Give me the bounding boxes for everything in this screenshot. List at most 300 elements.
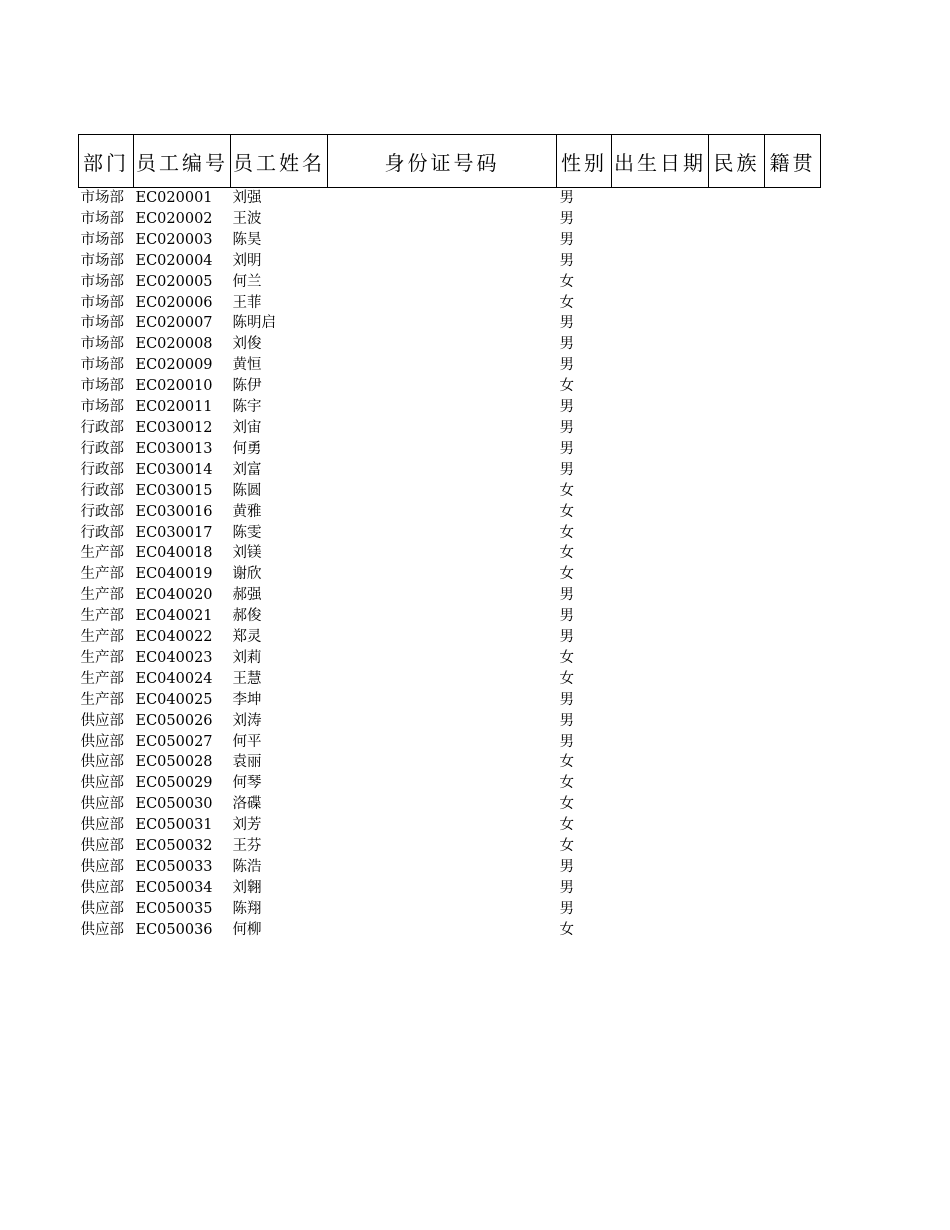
- native-place-cell: [765, 878, 821, 899]
- table-row: [79, 502, 821, 523]
- native-place-cell: [765, 293, 821, 314]
- employee-id-cell: EC020002: [135, 210, 213, 227]
- department-cell: 市场部: [80, 399, 124, 416]
- table-row: [79, 188, 821, 209]
- employee-name-cell: 陈宇: [232, 399, 262, 416]
- ethnicity-cell: [709, 188, 765, 209]
- employee-name-cell: 王波: [232, 210, 262, 227]
- birth-date-cell: [612, 397, 709, 418]
- gender-cell: 男: [559, 733, 574, 750]
- table-row: [79, 543, 821, 564]
- ethnicity-cell: [709, 836, 765, 857]
- employee-name-cell: 王慧: [232, 670, 262, 687]
- table-body: [79, 188, 821, 941]
- column-header-ethnicity: 民族: [709, 135, 765, 188]
- native-place-cell: [765, 899, 821, 920]
- id-card-number-cell: [328, 752, 557, 773]
- ethnicity-cell: [709, 794, 765, 815]
- table-row: [79, 669, 821, 690]
- native-place-cell: [765, 460, 821, 481]
- birth-date-cell: [612, 439, 709, 460]
- table-row: [79, 209, 821, 230]
- ethnicity-cell: [709, 460, 765, 481]
- table-row: [79, 794, 821, 815]
- gender-cell: 女: [559, 649, 574, 666]
- id-card-number-cell: [328, 313, 557, 334]
- employee-id-cell: EC050031: [135, 817, 213, 834]
- employee-name-cell: 陈伊: [232, 378, 262, 395]
- header-row: [79, 135, 821, 188]
- id-card-number-cell: [328, 523, 557, 544]
- ethnicity-cell: [709, 439, 765, 460]
- column-header-employee-id: 员工编号: [134, 135, 231, 188]
- gender-cell: 女: [559, 838, 574, 855]
- birth-date-cell: [612, 313, 709, 334]
- native-place-cell: [765, 690, 821, 711]
- ethnicity-cell: [709, 523, 765, 544]
- department-cell: 生产部: [80, 649, 124, 666]
- id-card-number-cell: [328, 502, 557, 523]
- table-row: [79, 355, 821, 376]
- gender-cell: 男: [559, 859, 574, 875]
- department-cell: 市场部: [80, 315, 124, 332]
- department-cell: 供应部: [80, 733, 124, 750]
- native-place-cell: [765, 209, 821, 230]
- birth-date-cell: [612, 334, 709, 355]
- id-card-number-cell: [328, 836, 557, 857]
- table-row: [79, 606, 821, 627]
- native-place-cell: [765, 397, 821, 418]
- id-card-number-cell: [328, 794, 557, 815]
- department-cell: 供应部: [80, 900, 124, 917]
- ethnicity-cell: [709, 899, 765, 920]
- department-cell: 生产部: [80, 545, 124, 562]
- employee-name-cell: 何兰: [232, 273, 262, 290]
- employee-id-cell: EC050028: [135, 754, 213, 771]
- employee-id-cell: EC020007: [135, 315, 213, 332]
- native-place-cell: [765, 669, 821, 690]
- employee-id-cell: EC040019: [135, 566, 213, 583]
- id-card-number-cell: [328, 230, 557, 251]
- department-cell: 供应部: [80, 775, 124, 792]
- gender-cell: 男: [559, 399, 574, 416]
- column-header-id-card-number: 身份证号码: [328, 135, 557, 188]
- gender-cell: 女: [559, 294, 574, 311]
- ethnicity-cell: [709, 690, 765, 711]
- department-cell: 生产部: [80, 587, 124, 604]
- table-row: [79, 230, 821, 251]
- employee-id-cell: EC040020: [135, 587, 213, 604]
- birth-date-cell: [612, 564, 709, 585]
- table-row: [79, 313, 821, 334]
- department-cell: 生产部: [80, 629, 124, 646]
- table-row: [79, 251, 821, 272]
- table-row: [79, 481, 821, 502]
- gender-cell: 男: [559, 357, 574, 374]
- gender-cell: 女: [559, 796, 574, 813]
- column-header-department: 部门: [79, 135, 134, 188]
- employee-name-cell: 谢欣: [232, 566, 262, 583]
- birth-date-cell: [612, 878, 709, 899]
- native-place-cell: [765, 523, 821, 544]
- gender-cell: 男: [559, 190, 574, 206]
- ethnicity-cell: [709, 648, 765, 669]
- employee-id-cell: EC030016: [135, 503, 213, 520]
- department-cell: 市场部: [80, 273, 124, 290]
- ethnicity-cell: [709, 920, 765, 941]
- department-cell: 生产部: [80, 608, 124, 625]
- table-row: [79, 899, 821, 920]
- department-cell: 生产部: [80, 691, 124, 708]
- ethnicity-cell: [709, 355, 765, 376]
- gender-cell: 女: [559, 482, 574, 499]
- ethnicity-cell: [709, 606, 765, 627]
- employee-name-cell: 刘涛: [232, 712, 262, 729]
- employee-name-cell: 黄雅: [232, 503, 262, 520]
- native-place-cell: [765, 773, 821, 794]
- employee-id-cell: EC040025: [135, 691, 213, 708]
- birth-date-cell: [612, 230, 709, 251]
- ethnicity-cell: [709, 857, 765, 878]
- gender-cell: 男: [559, 608, 574, 625]
- native-place-cell: [765, 627, 821, 648]
- employee-id-cell: EC020006: [135, 294, 213, 311]
- gender-cell: 男: [559, 629, 574, 646]
- department-cell: 市场部: [80, 252, 124, 269]
- id-card-number-cell: [328, 857, 557, 878]
- department-cell: 行政部: [80, 482, 124, 499]
- department-cell: 行政部: [80, 440, 124, 457]
- gender-cell: 男: [559, 419, 574, 436]
- ethnicity-cell: [709, 251, 765, 272]
- table-row: [79, 648, 821, 669]
- native-place-cell: [765, 188, 821, 209]
- id-card-number-cell: [328, 209, 557, 230]
- employee-name-cell: 刘镁: [232, 545, 262, 562]
- employee-name-cell: 刘明: [232, 252, 262, 269]
- birth-date-cell: [612, 669, 709, 690]
- employee-name-cell: 郑灵: [232, 629, 262, 646]
- gender-cell: 男: [559, 336, 574, 353]
- table-row: [79, 732, 821, 753]
- employee-name-cell: 刘富: [232, 461, 262, 478]
- id-card-number-cell: [328, 773, 557, 794]
- gender-cell: 男: [559, 315, 574, 332]
- native-place-cell: [765, 794, 821, 815]
- birth-date-cell: [612, 502, 709, 523]
- department-cell: 市场部: [80, 378, 124, 395]
- ethnicity-cell: [709, 376, 765, 397]
- employee-id-cell: EC050029: [135, 775, 213, 792]
- gender-cell: 男: [559, 587, 574, 604]
- employee-id-cell: EC040023: [135, 649, 213, 666]
- id-card-number-cell: [328, 376, 557, 397]
- table-row: [79, 878, 821, 899]
- table-row: [79, 272, 821, 293]
- ethnicity-cell: [709, 711, 765, 732]
- table-row: [79, 376, 821, 397]
- birth-date-cell: [612, 543, 709, 564]
- employee-id-cell: EC050036: [135, 921, 213, 938]
- birth-date-cell: [612, 251, 709, 272]
- birth-date-cell: [612, 815, 709, 836]
- gender-cell: 女: [559, 775, 574, 792]
- ethnicity-cell: [709, 313, 765, 334]
- employee-name-cell: 陈圆: [232, 482, 262, 499]
- table-row: [79, 460, 821, 481]
- table-row: [79, 293, 821, 314]
- table-row: [79, 836, 821, 857]
- employee-id-cell: EC020005: [135, 273, 213, 290]
- employee-id-cell: EC040021: [135, 608, 213, 625]
- ethnicity-cell: [709, 481, 765, 502]
- id-card-number-cell: [328, 711, 557, 732]
- employee-name-cell: 何柳: [232, 921, 262, 938]
- native-place-cell: [765, 481, 821, 502]
- department-cell: 市场部: [80, 190, 124, 206]
- gender-cell: 女: [559, 566, 574, 583]
- table-row: [79, 815, 821, 836]
- employee-id-cell: EC020008: [135, 336, 213, 353]
- ethnicity-cell: [709, 543, 765, 564]
- table-row: [79, 920, 821, 941]
- gender-cell: 女: [559, 670, 574, 687]
- employee-id-cell: EC020003: [135, 231, 213, 248]
- birth-date-cell: [612, 920, 709, 941]
- column-header-native-place: 籍贯: [765, 135, 821, 188]
- table-row: [79, 773, 821, 794]
- department-cell: 行政部: [80, 419, 124, 436]
- native-place-cell: [765, 334, 821, 355]
- gender-cell: 男: [559, 231, 574, 248]
- employee-id-cell: EC050035: [135, 900, 213, 917]
- table-row: [79, 857, 821, 878]
- birth-date-cell: [612, 690, 709, 711]
- employee-id-cell: EC050027: [135, 733, 213, 750]
- id-card-number-cell: [328, 899, 557, 920]
- department-cell: 市场部: [80, 336, 124, 353]
- native-place-cell: [765, 648, 821, 669]
- employee-name-cell: 何勇: [232, 440, 262, 457]
- birth-date-cell: [612, 188, 709, 209]
- employee-name-cell: 袁丽: [232, 754, 262, 771]
- gender-cell: 男: [559, 712, 574, 729]
- gender-cell: 男: [559, 879, 574, 896]
- gender-cell: 女: [559, 503, 574, 520]
- ethnicity-cell: [709, 815, 765, 836]
- gender-cell: 女: [559, 817, 574, 834]
- ethnicity-cell: [709, 397, 765, 418]
- department-cell: 行政部: [80, 461, 124, 478]
- id-card-number-cell: [328, 543, 557, 564]
- employee-name-cell: 刘芳: [232, 817, 262, 834]
- employee-name-cell: 陈明启: [232, 315, 276, 332]
- employee-id-cell: EC050026: [135, 712, 213, 729]
- ethnicity-cell: [709, 418, 765, 439]
- id-card-number-cell: [328, 439, 557, 460]
- table-row: [79, 523, 821, 544]
- table-row: [79, 752, 821, 773]
- department-cell: 供应部: [80, 796, 124, 813]
- birth-date-cell: [612, 355, 709, 376]
- employee-id-cell: EC050033: [135, 859, 213, 875]
- employee-table: [78, 134, 821, 941]
- table-row: [79, 397, 821, 418]
- ethnicity-cell: [709, 627, 765, 648]
- department-cell: 市场部: [80, 357, 124, 374]
- native-place-cell: [765, 272, 821, 293]
- ethnicity-cell: [709, 669, 765, 690]
- gender-cell: 男: [559, 252, 574, 269]
- birth-date-cell: [612, 899, 709, 920]
- birth-date-cell: [612, 857, 709, 878]
- employee-name-cell: 陈浩: [232, 859, 262, 875]
- employee-name-cell: 何平: [232, 733, 262, 750]
- employee-name-cell: 陈昊: [232, 231, 262, 248]
- ethnicity-cell: [709, 502, 765, 523]
- native-place-cell: [765, 355, 821, 376]
- birth-date-cell: [612, 209, 709, 230]
- birth-date-cell: [612, 648, 709, 669]
- employee-id-cell: EC020009: [135, 357, 213, 374]
- birth-date-cell: [612, 794, 709, 815]
- employee-name-cell: 刘宙: [232, 419, 262, 436]
- employee-id-cell: EC030015: [135, 482, 213, 499]
- department-cell: 生产部: [80, 670, 124, 687]
- department-cell: 市场部: [80, 210, 124, 227]
- birth-date-cell: [612, 836, 709, 857]
- employee-id-cell: EC020010: [135, 378, 213, 395]
- birth-date-cell: [612, 523, 709, 544]
- birth-date-cell: [612, 606, 709, 627]
- employee-name-cell: 黄恒: [232, 357, 262, 374]
- native-place-cell: [765, 732, 821, 753]
- ethnicity-cell: [709, 752, 765, 773]
- native-place-cell: [765, 251, 821, 272]
- id-card-number-cell: [328, 418, 557, 439]
- ethnicity-cell: [709, 878, 765, 899]
- employee-sheet: [78, 134, 821, 941]
- table-row: [79, 627, 821, 648]
- gender-cell: 男: [559, 461, 574, 478]
- native-place-cell: [765, 313, 821, 334]
- employee-id-cell: EC030014: [135, 461, 213, 478]
- birth-date-cell: [612, 627, 709, 648]
- department-cell: 供应部: [80, 754, 124, 771]
- department-cell: 供应部: [80, 879, 124, 896]
- employee-name-cell: 何琴: [232, 775, 262, 792]
- department-cell: 行政部: [80, 503, 124, 520]
- gender-cell: 女: [559, 524, 574, 541]
- id-card-number-cell: [328, 397, 557, 418]
- birth-date-cell: [612, 732, 709, 753]
- department-cell: 行政部: [80, 524, 124, 541]
- table-row: [79, 564, 821, 585]
- gender-cell: 男: [559, 210, 574, 227]
- employee-id-cell: EC020011: [135, 399, 213, 416]
- employee-id-cell: EC030013: [135, 440, 213, 457]
- native-place-cell: [765, 920, 821, 941]
- department-cell: 生产部: [80, 566, 124, 583]
- gender-cell: 女: [559, 921, 574, 938]
- birth-date-cell: [612, 711, 709, 732]
- column-header-gender: 性别: [557, 135, 612, 188]
- gender-cell: 男: [559, 691, 574, 708]
- gender-cell: 女: [559, 378, 574, 395]
- birth-date-cell: [612, 752, 709, 773]
- ethnicity-cell: [709, 585, 765, 606]
- employee-name-cell: 刘翱: [232, 879, 262, 896]
- employee-id-cell: EC020001: [135, 190, 213, 206]
- native-place-cell: [765, 585, 821, 606]
- ethnicity-cell: [709, 293, 765, 314]
- id-card-number-cell: [328, 732, 557, 753]
- column-header-employee-name: 员工姓名: [231, 135, 328, 188]
- employee-id-cell: EC020004: [135, 252, 213, 269]
- native-place-cell: [765, 857, 821, 878]
- id-card-number-cell: [328, 627, 557, 648]
- gender-cell: 女: [559, 754, 574, 771]
- id-card-number-cell: [328, 334, 557, 355]
- native-place-cell: [765, 564, 821, 585]
- department-cell: 供应部: [80, 712, 124, 729]
- employee-name-cell: 李坤: [232, 691, 262, 708]
- birth-date-cell: [612, 460, 709, 481]
- birth-date-cell: [612, 293, 709, 314]
- employee-name-cell: 洛碟: [232, 796, 262, 813]
- id-card-number-cell: [328, 272, 557, 293]
- native-place-cell: [765, 543, 821, 564]
- native-place-cell: [765, 230, 821, 251]
- id-card-number-cell: [328, 815, 557, 836]
- gender-cell: 女: [559, 273, 574, 290]
- employee-id-cell: EC050032: [135, 838, 213, 855]
- employee-id-cell: EC040022: [135, 629, 213, 646]
- department-cell: 供应部: [80, 817, 124, 834]
- ethnicity-cell: [709, 334, 765, 355]
- employee-id-cell: EC050034: [135, 879, 213, 896]
- birth-date-cell: [612, 272, 709, 293]
- id-card-number-cell: [328, 878, 557, 899]
- native-place-cell: [765, 439, 821, 460]
- employee-name-cell: 刘俊: [232, 336, 262, 353]
- native-place-cell: [765, 606, 821, 627]
- table-row: [79, 690, 821, 711]
- table-row: [79, 334, 821, 355]
- native-place-cell: [765, 752, 821, 773]
- id-card-number-cell: [328, 648, 557, 669]
- table-row: [79, 585, 821, 606]
- table-row: [79, 711, 821, 732]
- gender-cell: 女: [559, 545, 574, 562]
- employee-name-cell: 刘强: [232, 190, 262, 206]
- department-cell: 供应部: [80, 859, 124, 875]
- gender-cell: 男: [559, 900, 574, 917]
- employee-name-cell: 王菲: [232, 294, 262, 311]
- department-cell: 供应部: [80, 838, 124, 855]
- gender-cell: 男: [559, 440, 574, 457]
- id-card-number-cell: [328, 188, 557, 209]
- employee-name-cell: 郝俊: [232, 608, 262, 625]
- table-row: [79, 418, 821, 439]
- id-card-number-cell: [328, 251, 557, 272]
- employee-name-cell: 陈雯: [232, 524, 262, 541]
- department-cell: 市场部: [80, 231, 124, 248]
- employee-id-cell: EC040018: [135, 545, 213, 562]
- id-card-number-cell: [328, 460, 557, 481]
- ethnicity-cell: [709, 230, 765, 251]
- department-cell: 供应部: [80, 921, 124, 938]
